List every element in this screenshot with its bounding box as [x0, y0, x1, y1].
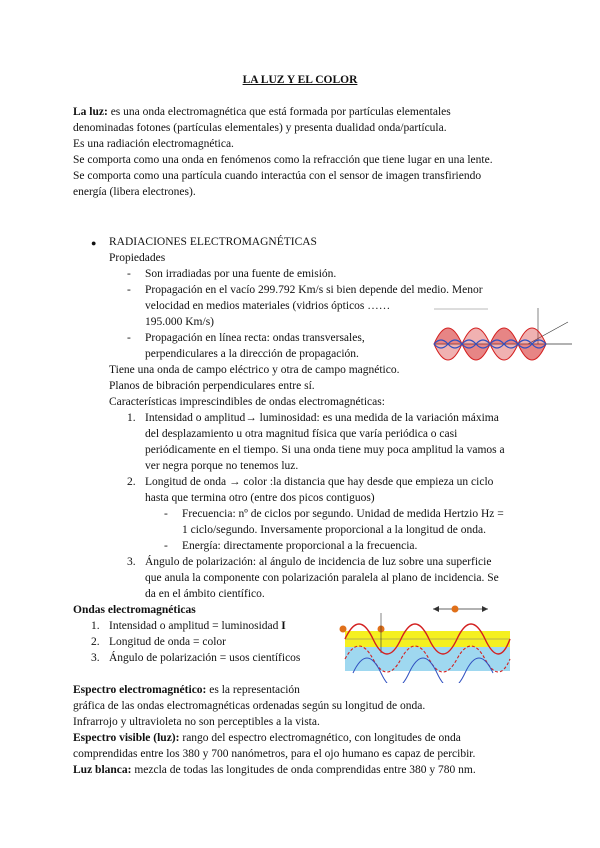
intro-line-5: Se comporta como una partícula cuando interactúa con el sensor de imagen transfiriendo [73, 170, 482, 182]
intro-line-2: denominadas fotones (partículas elementales) y presenta dualidad onda/partícula. [73, 122, 447, 134]
dash: - [127, 284, 131, 296]
intro-term: La luz: [73, 106, 108, 118]
dash: - [127, 268, 131, 280]
espectro-visible-line: Espectro visible (luz): rango del espectro electromagnético, con longitudes de onda [73, 732, 461, 744]
list-number: 2. [127, 476, 136, 488]
list-number: 3. [127, 556, 136, 568]
char-3c: da en el ámbito científico. [145, 588, 265, 600]
dash: - [127, 332, 131, 344]
prop-3b: perpendiculares a la dirección de propagación. [145, 348, 359, 360]
intro-line-4: Se comporta como una onda en fenómenos como la refracción que tiene lugar en una lente. [73, 154, 493, 166]
list-number: 2. [91, 636, 100, 648]
ondas-heading: Ondas electromagnéticas [73, 604, 196, 616]
sub-2: Energía: directamente proporcional a la frecuencia. [182, 540, 418, 552]
intro-line-3: Es una radiación electromagnética. [73, 138, 234, 150]
char-1b: del desplazamiento u otra magnitud física que varía periódica o casi [145, 428, 458, 440]
wavelength-diagram [333, 603, 515, 683]
propiedades-label: Propiedades [109, 252, 166, 264]
page-title: LA LUZ Y EL COLOR [242, 74, 358, 86]
char-1d: ver negra porque no tenemos luz. [145, 460, 299, 472]
sub-1b: 1 ciclo/segundo. Inversamente proporcional a la longitud de onda. [182, 524, 487, 536]
ondas-item-1: Intensidad o amplitud = luminosidad I [109, 620, 286, 632]
char-2a: Longitud de onda → color :la distancia que hay desde que empieza un ciclo [145, 476, 494, 488]
espectro-line-1: Espectro electromagnético: es la representación [73, 684, 300, 696]
list-number: 1. [91, 620, 100, 632]
ondas-item-2: Longitud de onda = color [109, 636, 226, 648]
list-number: 1. [127, 412, 136, 424]
intro-line-6: energía (libera electrones). [73, 186, 196, 198]
prop-2a: Propagación en el vacío 299.792 Km/s si bien depende del medio. Menor [145, 284, 483, 296]
char-3a: Ángulo de polarización: al ángulo de incidencia de luz sobre una superficie [145, 556, 492, 568]
prop-3a: Propagación en línea recta: ondas transversales, [145, 332, 365, 344]
section-heading-radiaciones: RADIACIONES ELECTROMAGNÉTICAS [109, 236, 317, 248]
ondas-item-3: Ángulo de polarización = usos científicos [109, 652, 301, 664]
luz-blanca-line: Luz blanca: mezcla de todas las longitudes de onda comprendidas entre 380 y 780 nm. [73, 764, 476, 776]
rad-line-3: Características imprescindibles de ondas electromagnéticas: [109, 396, 385, 408]
char-1c: periódicamente en el tiempo. Si una onda tiene muy poca amplitud la vamos a [145, 444, 505, 456]
espectro-line-2: gráfica de las ondas electromagnéticas ordenadas según su longitud de onda. [73, 700, 426, 712]
dash: - [164, 540, 168, 552]
list-number: 3. [91, 652, 100, 664]
em-wave-diagram [428, 300, 580, 380]
rad-line-2: Planos de bibración perpendiculares entre sí. [109, 380, 315, 392]
bullet-dot: ● [91, 238, 97, 248]
espectro-visible-line-2: comprendidas entre los 380 y 700 nanómetros, para el ojo humano es capaz de percibir. [73, 748, 476, 760]
char-2b: hasta que termina otro (entre dos picos contiguos) [145, 492, 375, 504]
char-1a: Intensidad o amplitud→ luminosidad: es una medida de la variación máxima [145, 412, 499, 424]
dash: - [164, 508, 168, 520]
intro-text-1: es una onda electromagnética que está formada por partículas elementales [107, 106, 451, 118]
espectro-line-3: Infrarrojo y ultravioleta no son perceptibles a la vista. [73, 716, 320, 728]
prop-2b: velocidad en medios materiales (vidrios ópticos …… [145, 300, 391, 312]
rad-line-1: Tiene una onda de campo eléctrico y otra de campo magnético. [109, 364, 400, 376]
prop-2c: 195.000 Km/s) [145, 316, 214, 328]
prop-1: Son irradiadas por una fuente de emisión. [145, 268, 337, 280]
sub-1a: Frecuencia: nº de ciclos por segundo. Unidad de medida Hertzio Hz = [182, 508, 504, 520]
intro-line-1 [73, 105, 451, 120]
char-3b: que anula la componente con polarización paralela al plano de incidencia. Se [145, 572, 499, 584]
